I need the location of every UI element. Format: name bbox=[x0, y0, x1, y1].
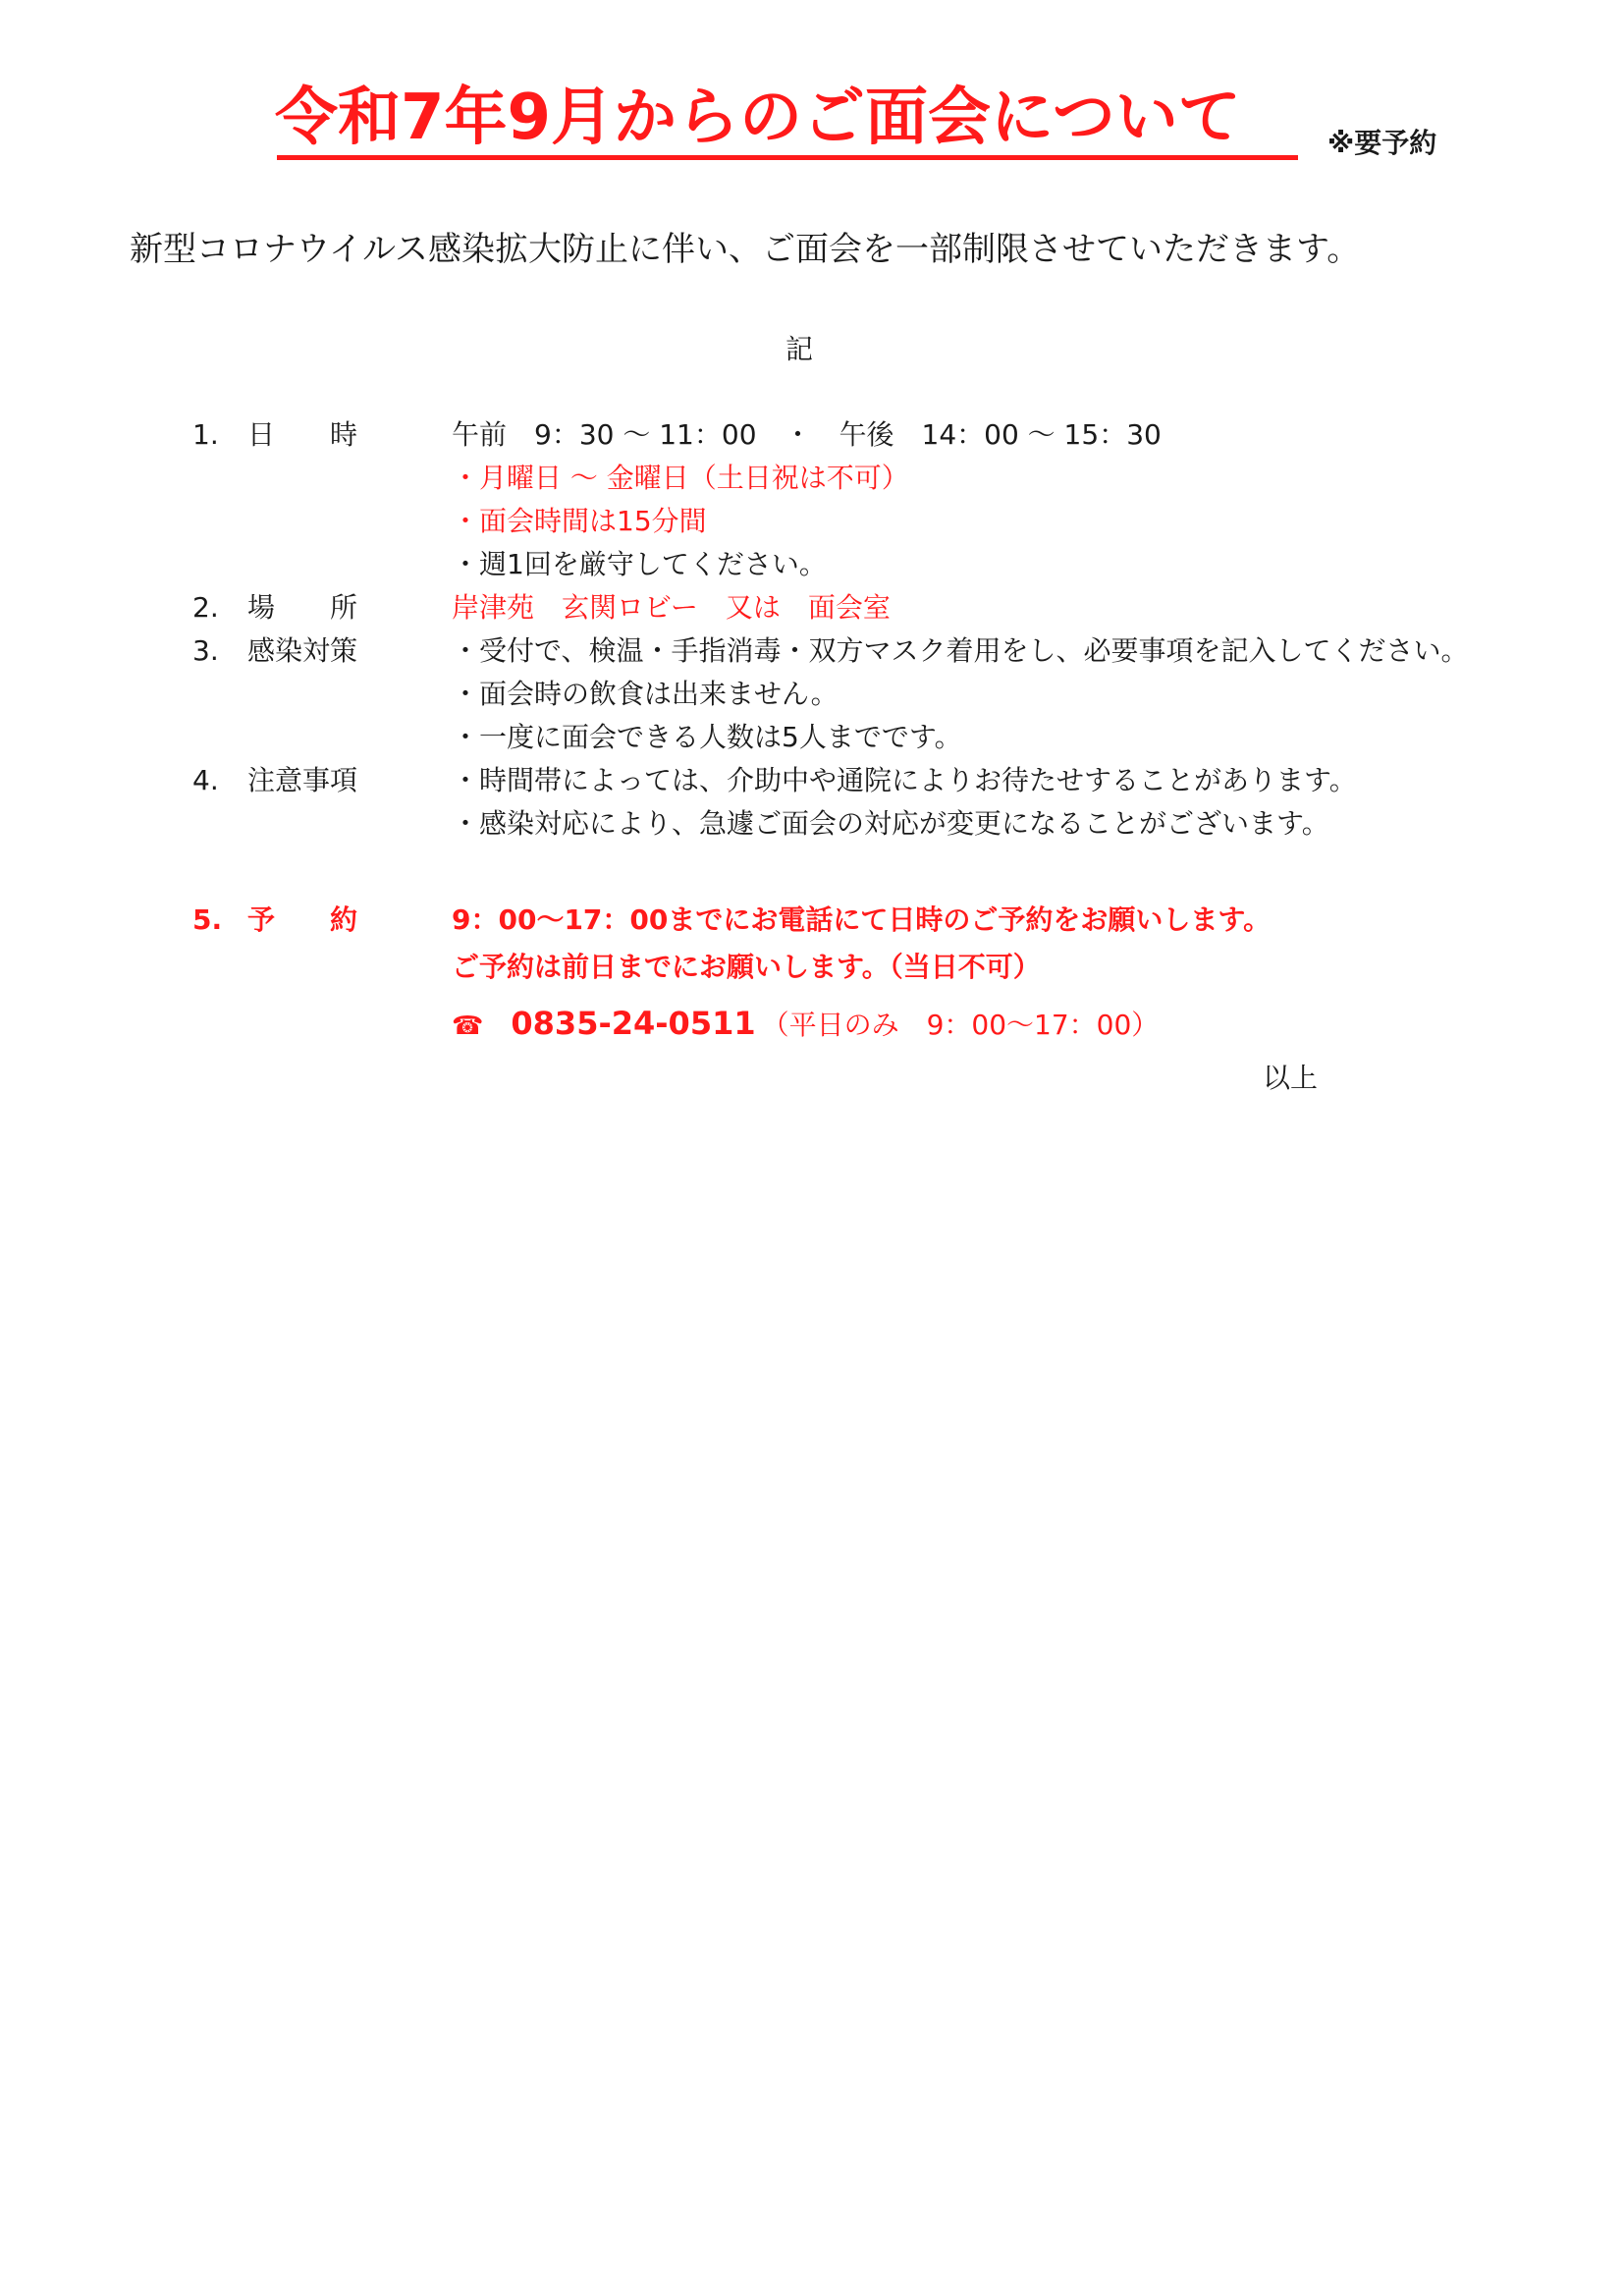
item-5-line-2: ご予約は前日までにお願いします。（当日不可） bbox=[452, 951, 1041, 983]
item-4-number: 4. bbox=[192, 764, 219, 796]
item-2-line-1: 岸津苑 玄関ロビー 又は 面会室 bbox=[452, 591, 891, 624]
phone-icon: ☎ bbox=[452, 1011, 484, 1041]
item-3-label: 感染対策 bbox=[247, 634, 358, 667]
item-3-line-1: ・受付で、検温・手指消毒・双方マスク着用をし、必要事項を記入してください。 bbox=[452, 634, 1469, 667]
item-3-number: 3. bbox=[192, 634, 219, 667]
phone-hours: （平日のみ 9：00～17：00） bbox=[761, 1009, 1160, 1041]
item-4-label: 注意事項 bbox=[247, 764, 358, 796]
item-1-line-3: ・面会時間は15分間 bbox=[452, 505, 707, 537]
item-5-line-1: 9：00～17：00までにお電話にて日時のご予約をお願いします。 bbox=[452, 903, 1272, 936]
item-3-line-2: ・面会時の飲食は出来ません。 bbox=[452, 678, 839, 710]
item-1-number: 1. bbox=[192, 418, 219, 451]
item-4-line-2: ・感染対応により、急遽ご面会の対応が変更になることがございます。 bbox=[452, 807, 1329, 840]
item-4-line-1: ・時間帯によっては、介助中や通院によりお待たせすることがあります。 bbox=[452, 764, 1357, 796]
item-3-line-3: ・一度に面会できる人数は5人までです。 bbox=[452, 721, 962, 753]
item-2-number: 2. bbox=[192, 591, 219, 624]
item-5-number: 5. bbox=[192, 903, 223, 936]
item-1-line-1: 午前 9：30 ～ 11：00 ・ 午後 14：00 ～ 15：30 bbox=[452, 418, 1162, 451]
title-row bbox=[0, 77, 1624, 165]
page-title: 令和7年9月からのご面会について bbox=[275, 82, 1241, 154]
item-1-label: 日 時 bbox=[247, 418, 358, 451]
phone-number[interactable]: 0835-24-0511 bbox=[511, 1005, 756, 1042]
item-2-label: 場 所 bbox=[247, 591, 358, 624]
ki-heading: 記 bbox=[785, 333, 814, 365]
item-1-line-4: ・週1回を厳守してください。 bbox=[452, 548, 827, 580]
closing-ijou: 以上 bbox=[1263, 1062, 1319, 1094]
phone-line bbox=[452, 1004, 1159, 1043]
item-5-label: 予 約 bbox=[247, 903, 358, 936]
reservation-required-note: ※要予約 bbox=[1327, 127, 1437, 159]
item-1-line-2: ・月曜日 ～ 金曜日（土日祝は不可） bbox=[452, 462, 909, 494]
intro-text: 新型コロナウイルス感染拡大防止に伴い、ご面会を一部制限させていただきます。 bbox=[130, 230, 1361, 269]
title-underline bbox=[277, 155, 1298, 160]
